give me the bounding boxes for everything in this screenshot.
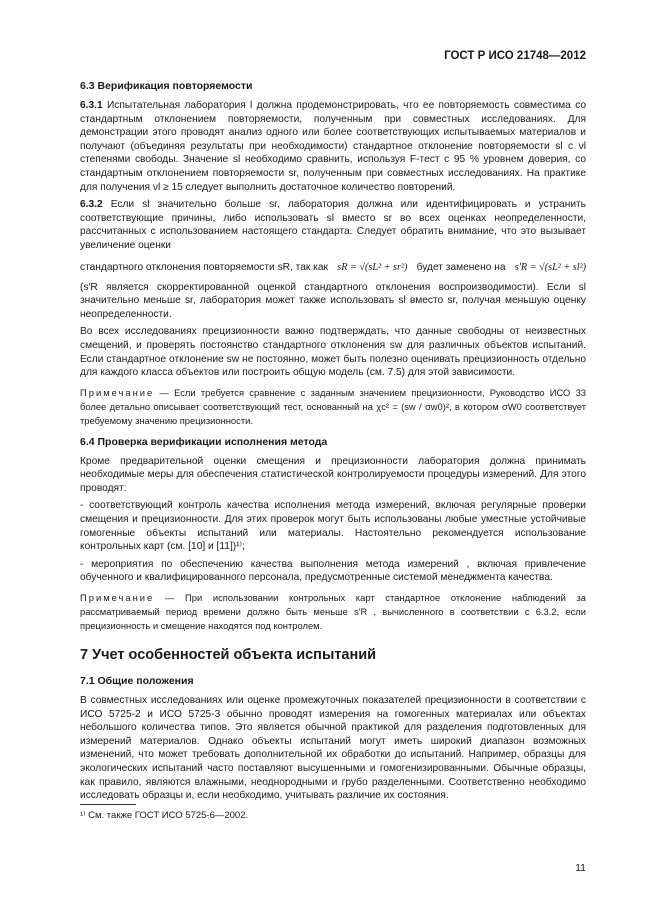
note-text: — Если требуется сравнение с заданным значением прецизионности, Руководство ИСО 33 более детально описывает соответствующий тест, основанный на χc² = (sw / σw0)², в котором σW0 соответствует требуемому значению прецизионности.: [80, 386, 586, 426]
formula-text-b: будет заменено на: [416, 261, 506, 273]
paragraph-6-3-2-continued: (s′R является скорректированной оценкой стандартного отклонения воспроизводимости). Если sl значительно меньше sr, лаборатория может также использовать sl вместо sr, получая меньшую оценку неопределенности.: [80, 281, 586, 320]
footnote: ¹⁾ См. также ГОСТ ИСО 5725-6—2002.: [80, 810, 249, 821]
note-label: Примечание: [80, 386, 155, 398]
formula-line: [80, 257, 586, 279]
paragraph-6-3-1: [80, 99, 586, 194]
paragraph-6-3-2: [80, 198, 586, 252]
note-6-4: [80, 591, 586, 633]
page-content: [80, 80, 586, 807]
list-item-quality-assurance: - мероприятия по обеспечению качества выполнения метода измерений , включая привлечение обученного и квалифицированного персонала, предусмотренные системой менеджмента качества.: [80, 558, 586, 584]
formula-reproducibility: sR = √(sL² + sr²): [337, 261, 408, 273]
paragraph-6-4-intro: Кроме предварительной оценки смещения и прецизионности лаборатория должна принимать необходимые меры для обеспечения статистической контролируемости процедуры измерений. Для этого проводят:: [80, 455, 586, 494]
paragraph-7-1: В совместных исследованиях или оценке промежуточных показателей прецизионности в соответствии с ИСО 5725-2 и ИСО 5725-3 обычно проводят измерения на гомогенных материалах или объектах небольшого количества типов. Это является обычной практикой для разделения подготовленных для измерений материалов. Однако объекты испытаний могут иметь широкий диапазон возможных изменений, что может требовать дополнительной их обработки до испытаний. Например, образцы для экологических испытаний часто поставляют высушенными и гомогенизированными. Обычные образцы, как правило, являются влажными, неоднородными и грубо разделенными. Соответственно необходимо исследовать образцы и, если необходимо, учитывать различие их состояния.: [80, 695, 586, 802]
clause-number: 6.3.2: [80, 199, 103, 211]
section-7-title: 7 Учет особенностей объекта испытаний: [80, 647, 377, 664]
paragraph-precision-studies: Во всех исследованиях прецизионности важно подтверждать, что данные свободны от неизвестных смещений, и проверять постоянство стандартного отклонения sw для различных объектов испытаний. Если стандартное отклонение sw не постоянно, может быть полезно оценивать прецизионность отдельно для каждого класса объектов или построить общую модель (см. 7.5) для этой зависимости.: [80, 326, 586, 379]
note-6-3: [80, 386, 586, 428]
footnote-divider: [80, 804, 136, 805]
paragraph-text: Если sl значительно больше sr, лаборатория должна или идентифицировать и устранить соответствующие причины, либо использовать sl вместо sr во всех оценках неопределенности, рассчитанных с использованием настоящего стандарта. Следует обратить внимание, что это вызывает увеличение оценки: [80, 199, 586, 251]
clause-number: 6.3.1: [80, 100, 103, 111]
list-item-quality-control: - соответствующий контроль качества исполнения метода измерений, включая регулярные проверки смещения и прецизионности. Для этих проверок могут быть использованы любые уместные устойчивые гомогенные объекты испытаний или материалы. Настоятельно рекомендуется использование контрольных карт (см. [10] и [11])¹⁾;: [80, 500, 586, 553]
note-label: Примечание: [80, 592, 155, 604]
section-6-4-title: 6.4 Проверка верификации исполнения метода: [80, 435, 328, 448]
section-7-1-title: 7.1 Общие положения: [80, 675, 194, 688]
formula-corrected: s′R = √(sL² + sl²): [514, 261, 586, 273]
document-code-header: ГОСТ Р ИСО 21748—2012: [444, 50, 586, 62]
note-text: — При использовании контрольных карт стандартное отклонение наблюдений за рассматриваемый период времени должно быть меньше s′R , вычисленного в соответствии с 6.3.2, если прецизионность и смещение находятся под контролем.: [80, 592, 586, 632]
page-number: 11: [575, 862, 586, 874]
formula-text-a: стандартного отклонения повторяемости sR, так как: [80, 261, 328, 273]
section-6-3-title: 6.3 Верификация повторяемости: [80, 80, 253, 92]
paragraph-text: Испытательная лаборатория l должна продемонстрировать, что ее повторяемость совместима со стандартным отклонением повторяемости, полученным при совместных исследованиях. Для демонстрации этого проводят анализ одного или более соответствующих испытываемых материалов и получают (объединяя результаты при необходимости) стандартное отклонение повторяемости sl с νl степенями свободы. Значение sl необходимо сравнить, используя F-тест с 95 % уровнем доверия, со стандартным отклонением повторяемости sr, полученным при совместных исследованиях. На практике для получения νl ≥ 15 следует выполнить достаточное количество повторений.: [80, 100, 586, 193]
